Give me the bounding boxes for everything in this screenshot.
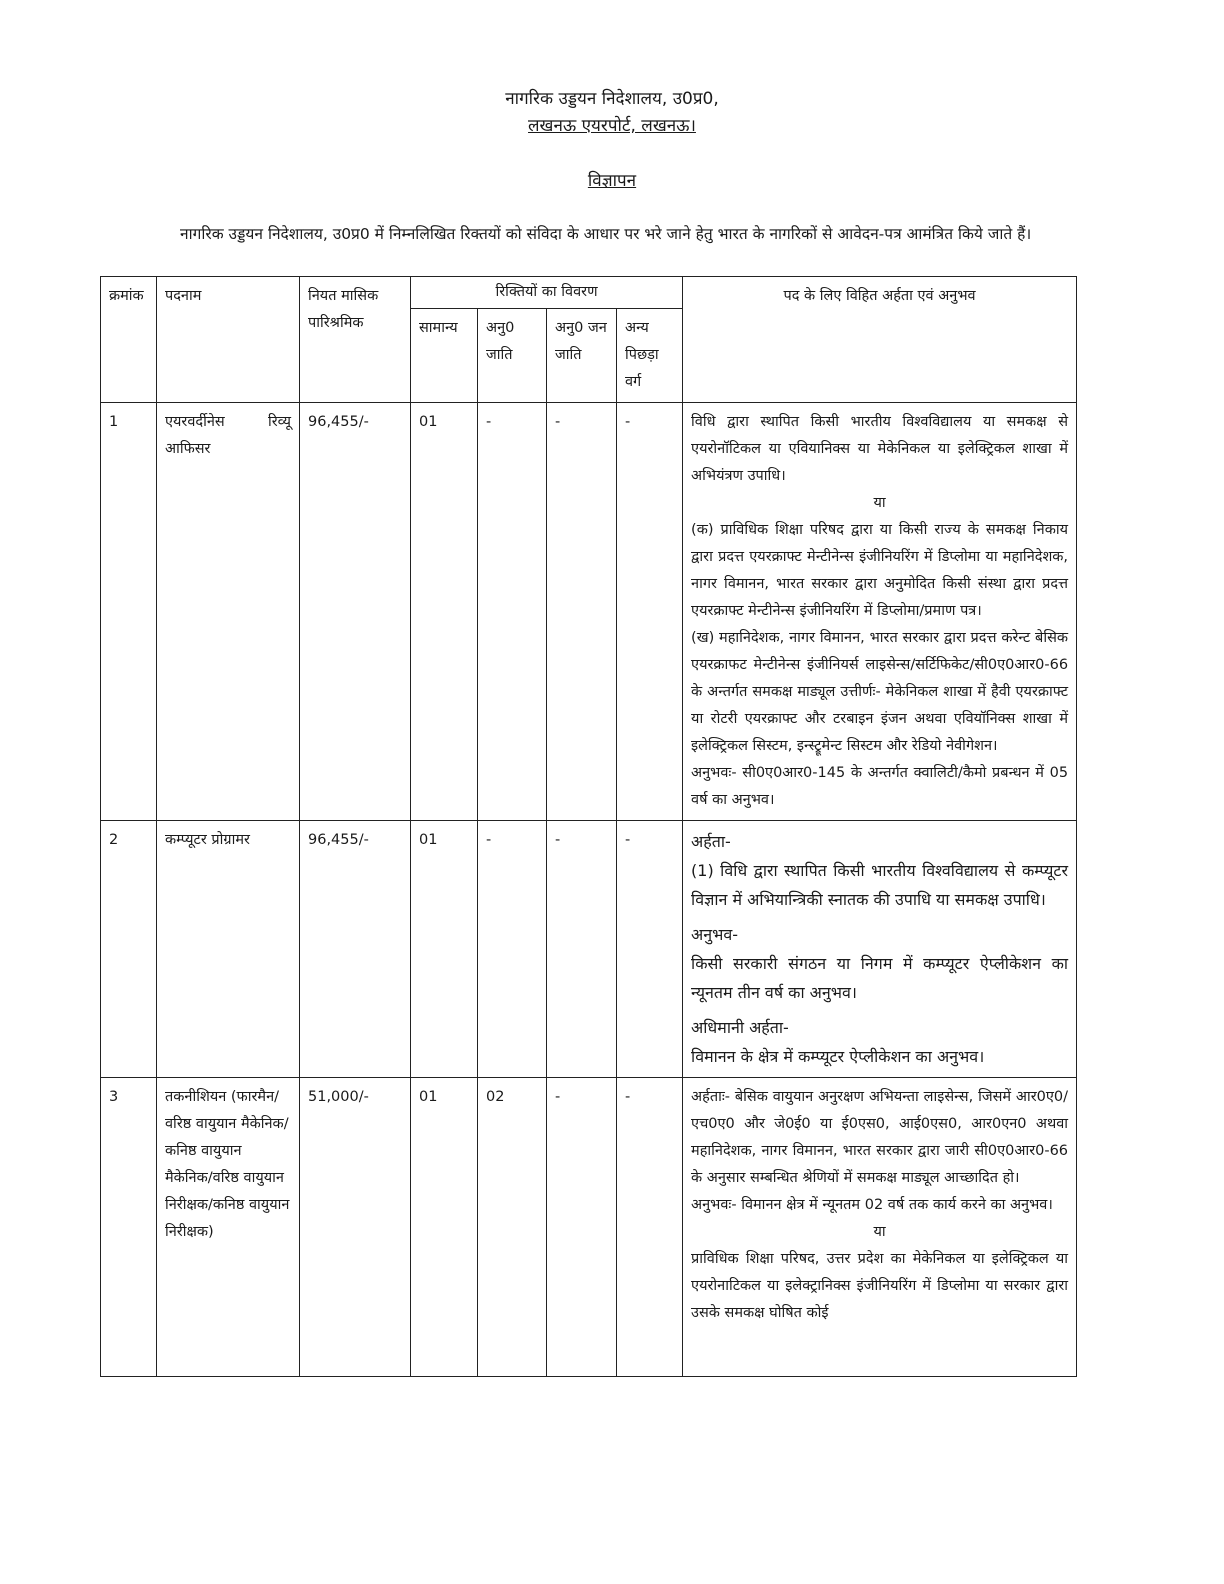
intro-paragraph: नागरिक उड्डयन निदेशालय, उ0प्र0 में निम्नलिखित रिक्तयों को संविदा के आधार पर भरे जाने हेतु भारत के नागरिकों से आवेदन-पत्र आमंत्रित किये जाते हैं। (180, 225, 1032, 243)
cell-qualification (683, 821, 1077, 1078)
cell-sc: 02 (478, 1078, 547, 1377)
cell-post: तकनीशियन (फारमैन/वरिष्ठ वायुयान मैकेनिक/कनिष्ठ वायुयान मैकेनिक/वरिष्ठ वायुयान निरीक्षक/कनिष्ठ वायुयान निरीक्षक) (157, 1078, 300, 1377)
cell-general: 01 (411, 821, 478, 1078)
header-qualification: पद के लिए विहित अर्हता एवं अनुभव (683, 277, 1077, 403)
qual-or: या (873, 495, 886, 511)
vacancy-table (100, 276, 1077, 1377)
header-post: पदनाम (157, 277, 300, 403)
header-salary: नियत मासिक पारिश्रमिक (300, 277, 411, 403)
cell-sc: - (478, 403, 547, 821)
qual-heading: अर्हता- (691, 832, 731, 851)
qual-experience: अनुभवः- सी0ए0आर0-145 के अन्तर्गत क्वालिटी/कैमो प्रबन्धन में 05 वर्ष का अनुभव। (691, 765, 1069, 808)
cell-general: 01 (411, 403, 478, 821)
header-obc: अन्य पिछड़ा वर्ग (617, 309, 683, 403)
cell-st: - (547, 403, 617, 821)
header-sc: अनु0 जाति (478, 309, 547, 403)
cell-post: एयरवर्दीनेस रिव्यू आफिसर (157, 403, 300, 821)
table-row (101, 1078, 1077, 1377)
qual-text: (क) प्राविधिक शिक्षा परिषद द्वारा या किसी राज्य के समकक्ष निकाय द्वारा प्रदत्त एयरक्राफ्ट मेन्टीनेन्स इंजीनियरिंग में डिप्लोमा या महानिदेशक, नागर विमानन, भारत सरकार द्वारा अनुमोदित किसी संस्था द्वारा प्रदत्त एयरक्राफ्ट मेन्टीनेन्स इंजीनियरिंग में डिप्लोमा/प्रमाण पत्र। (691, 522, 1069, 619)
cell-st: - (547, 821, 617, 1078)
qual-text: (1) विधि द्वारा स्थापित किसी भारतीय विश्वविद्यालय से कम्प्यूटर विज्ञान में अभियान्त्रिकी स्नातक की उपाधि या समकक्ष उपाधि। (691, 861, 1069, 909)
qual-text: किसी सरकारी संगठन या निगम में कम्प्यूटर ऐप्लीकेशन का न्यूनतम तीन वर्ष का अनुभव। (691, 954, 1069, 1002)
qual-or: या (873, 1224, 886, 1240)
table-header-row (101, 277, 1077, 309)
cell-obc: - (617, 403, 683, 821)
qual-text: विमानन के क्षेत्र में कम्प्यूटर ऐप्लीकेशन का अनुभव। (691, 1047, 985, 1066)
cell-sc: - (478, 821, 547, 1078)
header-vacancy: रिक्तियों का विवरण (411, 277, 683, 309)
header-sno: क्रमांक (101, 277, 157, 403)
table-row (101, 821, 1077, 1078)
cell-qualification (683, 403, 1077, 821)
cell-salary: 51,000/- (300, 1078, 411, 1377)
qual-text: अर्हताः- बेसिक वायुयान अनुरक्षण अभियन्ता लाइसेन्स, जिसमें आर0ए0/एच0ए0 और जे0ई0 या ई0एस0, आई0एस0, आर0एन0 अथवा महानिदेशक, नागर विमानन, भारत सरकार द्वारा जारी सी0ए0आर0-66 के अनुसार सम्बन्धित श्रेणियों में समकक्ष माड्यूल आच्छादित हो। (691, 1089, 1069, 1186)
cell-sno: 3 (101, 1078, 157, 1377)
header-st: अनु0 जन जाति (547, 309, 617, 403)
table-row (101, 403, 1077, 821)
qual-heading: अनुभव- (691, 925, 739, 944)
cell-salary: 96,455/- (300, 403, 411, 821)
cell-st: - (547, 1078, 617, 1377)
cell-salary: 96,455/- (300, 821, 411, 1078)
cell-sno: 2 (101, 821, 157, 1078)
qual-experience: अनुभवः- विमानन क्षेत्र में न्यूनतम 02 वर्ष तक कार्य करने का अनुभव। (691, 1197, 1053, 1213)
office-address: लखनऊ एयरपोर्ट, लखनऊ। (528, 116, 696, 136)
qual-text: प्राविधिक शिक्षा परिषद, उत्तर प्रदेश का मेकेनिकल या इलेक्ट्रिकल या एयरोनाटिकल या इलेक्ट्रानिक्स इंजीनियरिंग में डिप्लोमा या सरकार द्वारा उसके समकक्ष घोषित कोई (691, 1251, 1069, 1321)
qual-text: (ख) महानिदेशक, नागर विमानन, भारत सरकार द्वारा प्रदत्त करेन्ट बेसिक एयरक्राफट मेन्टीनेन्स इंजीनियर्स लाइसेन्स/सर्टिफिकेट/सी0ए0आर0-66 के अन्तर्गत समकक्ष माड्यूल उत्तीर्णः- मेकेनिकल शाखा में हैवी एयरक्राफ्ट या रोटरी एयरक्राफ्ट और टरबाइन इंजन अथवा एवियॉनिक्स शाखा में इलेक्ट्रिकल सिस्टम, इन्स्ट्रूमेन्ट सिस्टम और रेडियो नेवीगेशन। (691, 630, 1069, 754)
cell-obc: - (617, 821, 683, 1078)
office-name: नागरिक उड्डयन निदेशालय, उ0प्र0, (505, 89, 719, 109)
cell-general: 01 (411, 1078, 478, 1377)
cell-obc: - (617, 1078, 683, 1377)
cell-post: कम्प्यूटर प्रोग्रामर (157, 821, 300, 1078)
cell-sno: 1 (101, 403, 157, 821)
header-general: सामान्य (411, 309, 478, 403)
cell-qualification (683, 1078, 1077, 1377)
qual-text: विधि द्वारा स्थापित किसी भारतीय विश्वविद्यालय या समकक्ष से एयरोनॉटिकल या एवियानिक्स या मेकेनिकल या इलेक्ट्रिकल शाखा में अभियंत्रण उपाधि। (691, 414, 1069, 484)
document-title: विज्ञापन (587, 171, 637, 191)
qual-heading: अधिमानी अर्हता- (691, 1018, 789, 1037)
